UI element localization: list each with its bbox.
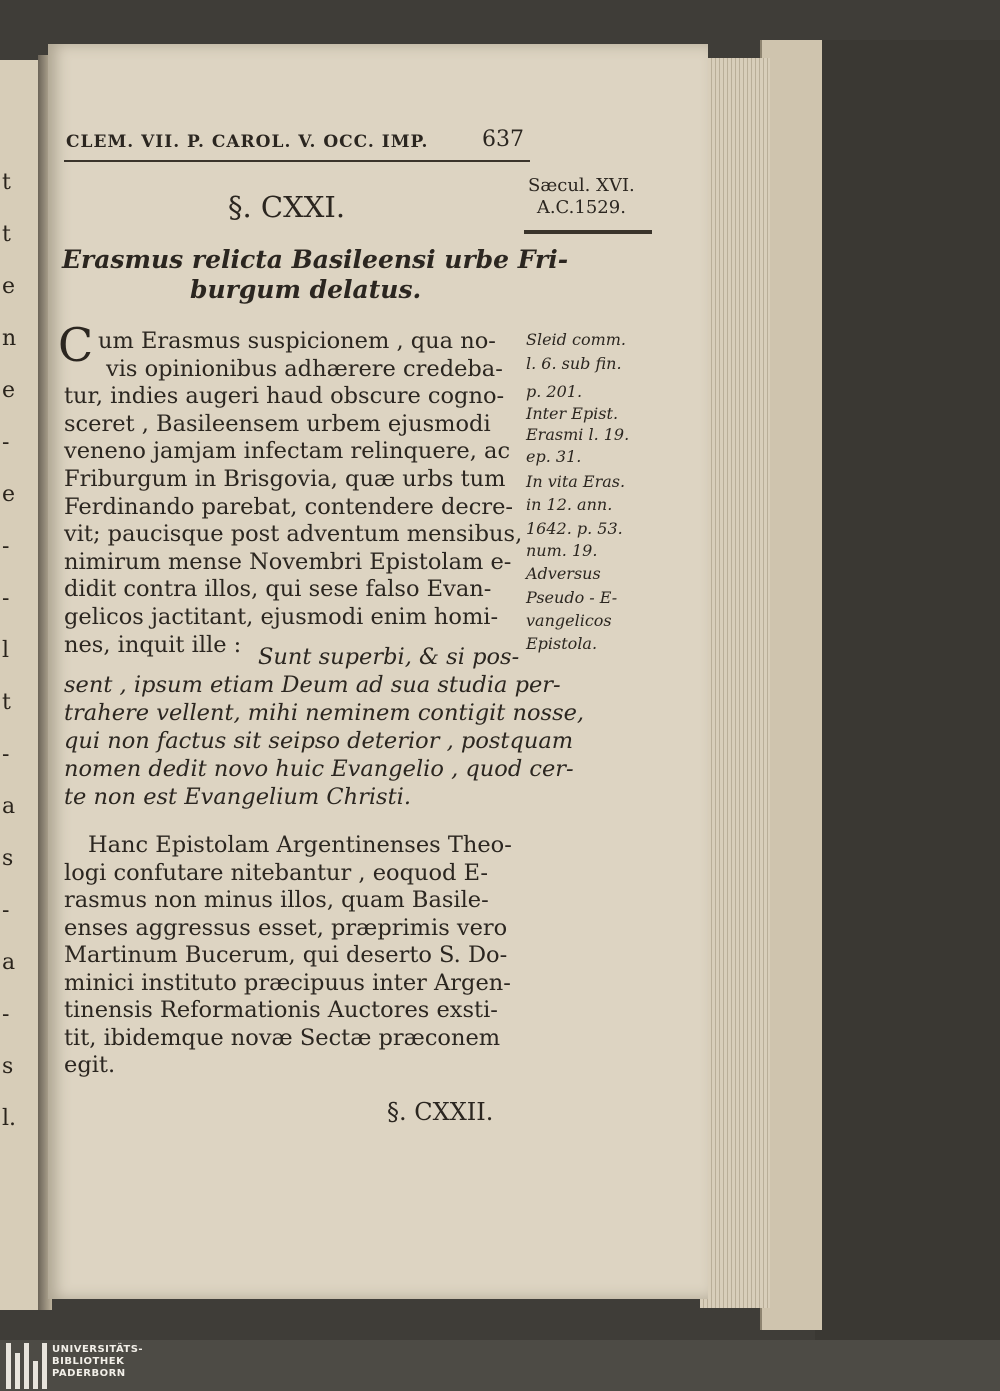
running-head: CLEM. VII. P. CAROL. V. OCC. IMP. <box>66 132 429 152</box>
section-title: §. CXXI. <box>228 190 346 224</box>
paragraph-1-line: Ferdinando parebat, contendere decre- <box>64 493 514 520</box>
left-page-fragment: a <box>2 950 16 975</box>
left-page-fragment: - <box>2 1002 10 1027</box>
quote-line: qui non factus sit seipso deterior , postquam <box>64 728 574 754</box>
left-page-fragment: a <box>2 794 16 819</box>
footer-line-3: PADERBORN <box>52 1368 126 1379</box>
paragraph-1-line: gelicos jactitant, ejusmodi enim homi- <box>64 604 499 630</box>
section-heading-line-2: burgum delatus. <box>190 275 422 304</box>
paragraph-1-line: didit contra illos, qui sese falso Evan- <box>64 576 492 603</box>
paragraph-2-line: minici instituto præcipuus inter Argen- <box>64 969 511 996</box>
page-edges <box>700 58 770 1308</box>
marginal-note: Epistola. <box>526 634 598 653</box>
paragraph-2-line: Martinum Bucerum, qui deserto S. Do- <box>64 942 508 968</box>
marginal-note: Sleid comm. <box>526 330 627 349</box>
left-page-fragment: t <box>2 170 11 195</box>
left-page-fragment: s <box>2 1054 14 1079</box>
footer-line-2: BIBLIOTHEK <box>52 1356 125 1367</box>
left-page-edge <box>0 60 42 1310</box>
left-page-fragment: l <box>2 638 10 663</box>
marginal-note: In vita Eras. <box>526 472 626 491</box>
marginal-note: 1642. p. 53. <box>526 519 623 538</box>
left-page-fragment: e <box>2 274 16 299</box>
marginal-note: l. 6. sub fin. <box>526 354 622 373</box>
left-page-fragment: e <box>2 378 16 403</box>
left-page-fragment: t <box>2 222 11 247</box>
margin-century: Sæcul. XVI. <box>528 175 635 196</box>
paragraph-1-line: sceret , Basileensem urbem ejusmodi <box>64 410 491 437</box>
footer-line-1: UNIVERSITÄTS- <box>52 1344 144 1355</box>
paragraph-1-line: tur, indies augeri haud obscure cogno- <box>64 383 505 410</box>
marginal-note: vangelicos <box>526 611 612 630</box>
marginal-note: Erasmi l. 19. <box>526 425 630 444</box>
paragraph-2-line: egit. <box>64 1052 116 1078</box>
quote-line: nomen dedit novo huic Evangelio , quod cer- <box>64 756 574 782</box>
paragraph-2-line: enses aggressus esset, præprimis vero <box>64 914 508 941</box>
quote-line: te non est Evangelium Christi. <box>64 784 411 810</box>
paragraph-1-line: nimirum mense Novembri Epistolam e- <box>64 548 512 575</box>
margin-date <box>528 175 635 219</box>
margin-date-rule <box>524 230 652 234</box>
paragraph-1-line: Friburgum in Brisgovia, quæ urbs tum <box>64 466 506 492</box>
paragraph-1-line: vis opinionibus adhærere credeba- <box>106 355 503 382</box>
paragraph-2-line: tinensis Reformationis Auctores exsti- <box>64 997 498 1023</box>
marginal-note: num. 19. <box>526 541 598 560</box>
left-page-fragment: - <box>2 898 10 923</box>
left-page-fragment: s <box>2 846 14 871</box>
paragraph-2-line: rasmus non minus illos, quam Basile- <box>64 887 489 913</box>
marginal-note: Inter Epist. <box>526 404 619 423</box>
paragraph-2-line: tit, ibidemque novæ Sectæ præconem <box>64 1024 501 1051</box>
paragraph-1-line: um Erasmus suspicionem , qua no- <box>98 328 496 354</box>
marginal-note: Pseudo - E- <box>526 588 618 607</box>
left-page-fragment: e <box>2 482 16 507</box>
left-page-fragment: - <box>2 742 10 767</box>
page-number: 637 <box>482 127 524 152</box>
marginal-note: Adversus <box>526 564 601 583</box>
background-shadow <box>815 40 1000 1340</box>
left-page-fragment: t <box>2 690 11 715</box>
paragraph-1-line: nes, inquit ille : <box>64 631 242 658</box>
left-page-fragment: - <box>2 534 10 559</box>
marginal-note: ep. 31. <box>526 447 582 466</box>
quote-line: sent , ipsum etiam Deum ad sua studia per- <box>64 672 561 698</box>
paragraph-2-line: logi confutare nitebantur , eoquod E- <box>64 859 489 886</box>
section-heading-line-1: Erasmus relicta Basileensi urbe Fri- <box>62 245 569 274</box>
quote-start: Sunt superbi, & si pos- <box>258 644 520 670</box>
paragraph-1-line: vit; paucisque post adventum mensibus, <box>64 521 523 548</box>
library-logo-icon <box>6 1343 48 1389</box>
marginal-note: p. 201. <box>526 382 583 401</box>
left-page-fragment: - <box>2 430 10 455</box>
catchword: §. CXXII. <box>387 1098 494 1126</box>
paragraph-2-line: Hanc Epistolam Argentinenses Theo- <box>88 832 512 858</box>
marginal-note: in 12. ann. <box>526 495 613 514</box>
footer-bar <box>0 1340 1000 1391</box>
left-page-fragment: - <box>2 586 10 611</box>
quote-line: trahere vellent, mihi neminem contigit nosse, <box>64 700 585 726</box>
left-page-fragment: l. <box>2 1106 17 1131</box>
paragraph-1-line: veneno jamjam infectam relinquere, ac <box>64 438 511 465</box>
drop-capital: C <box>58 318 94 372</box>
left-page-fragment: n <box>2 326 17 351</box>
header-rule <box>64 160 530 162</box>
margin-year: A.C.1529. <box>536 197 626 218</box>
